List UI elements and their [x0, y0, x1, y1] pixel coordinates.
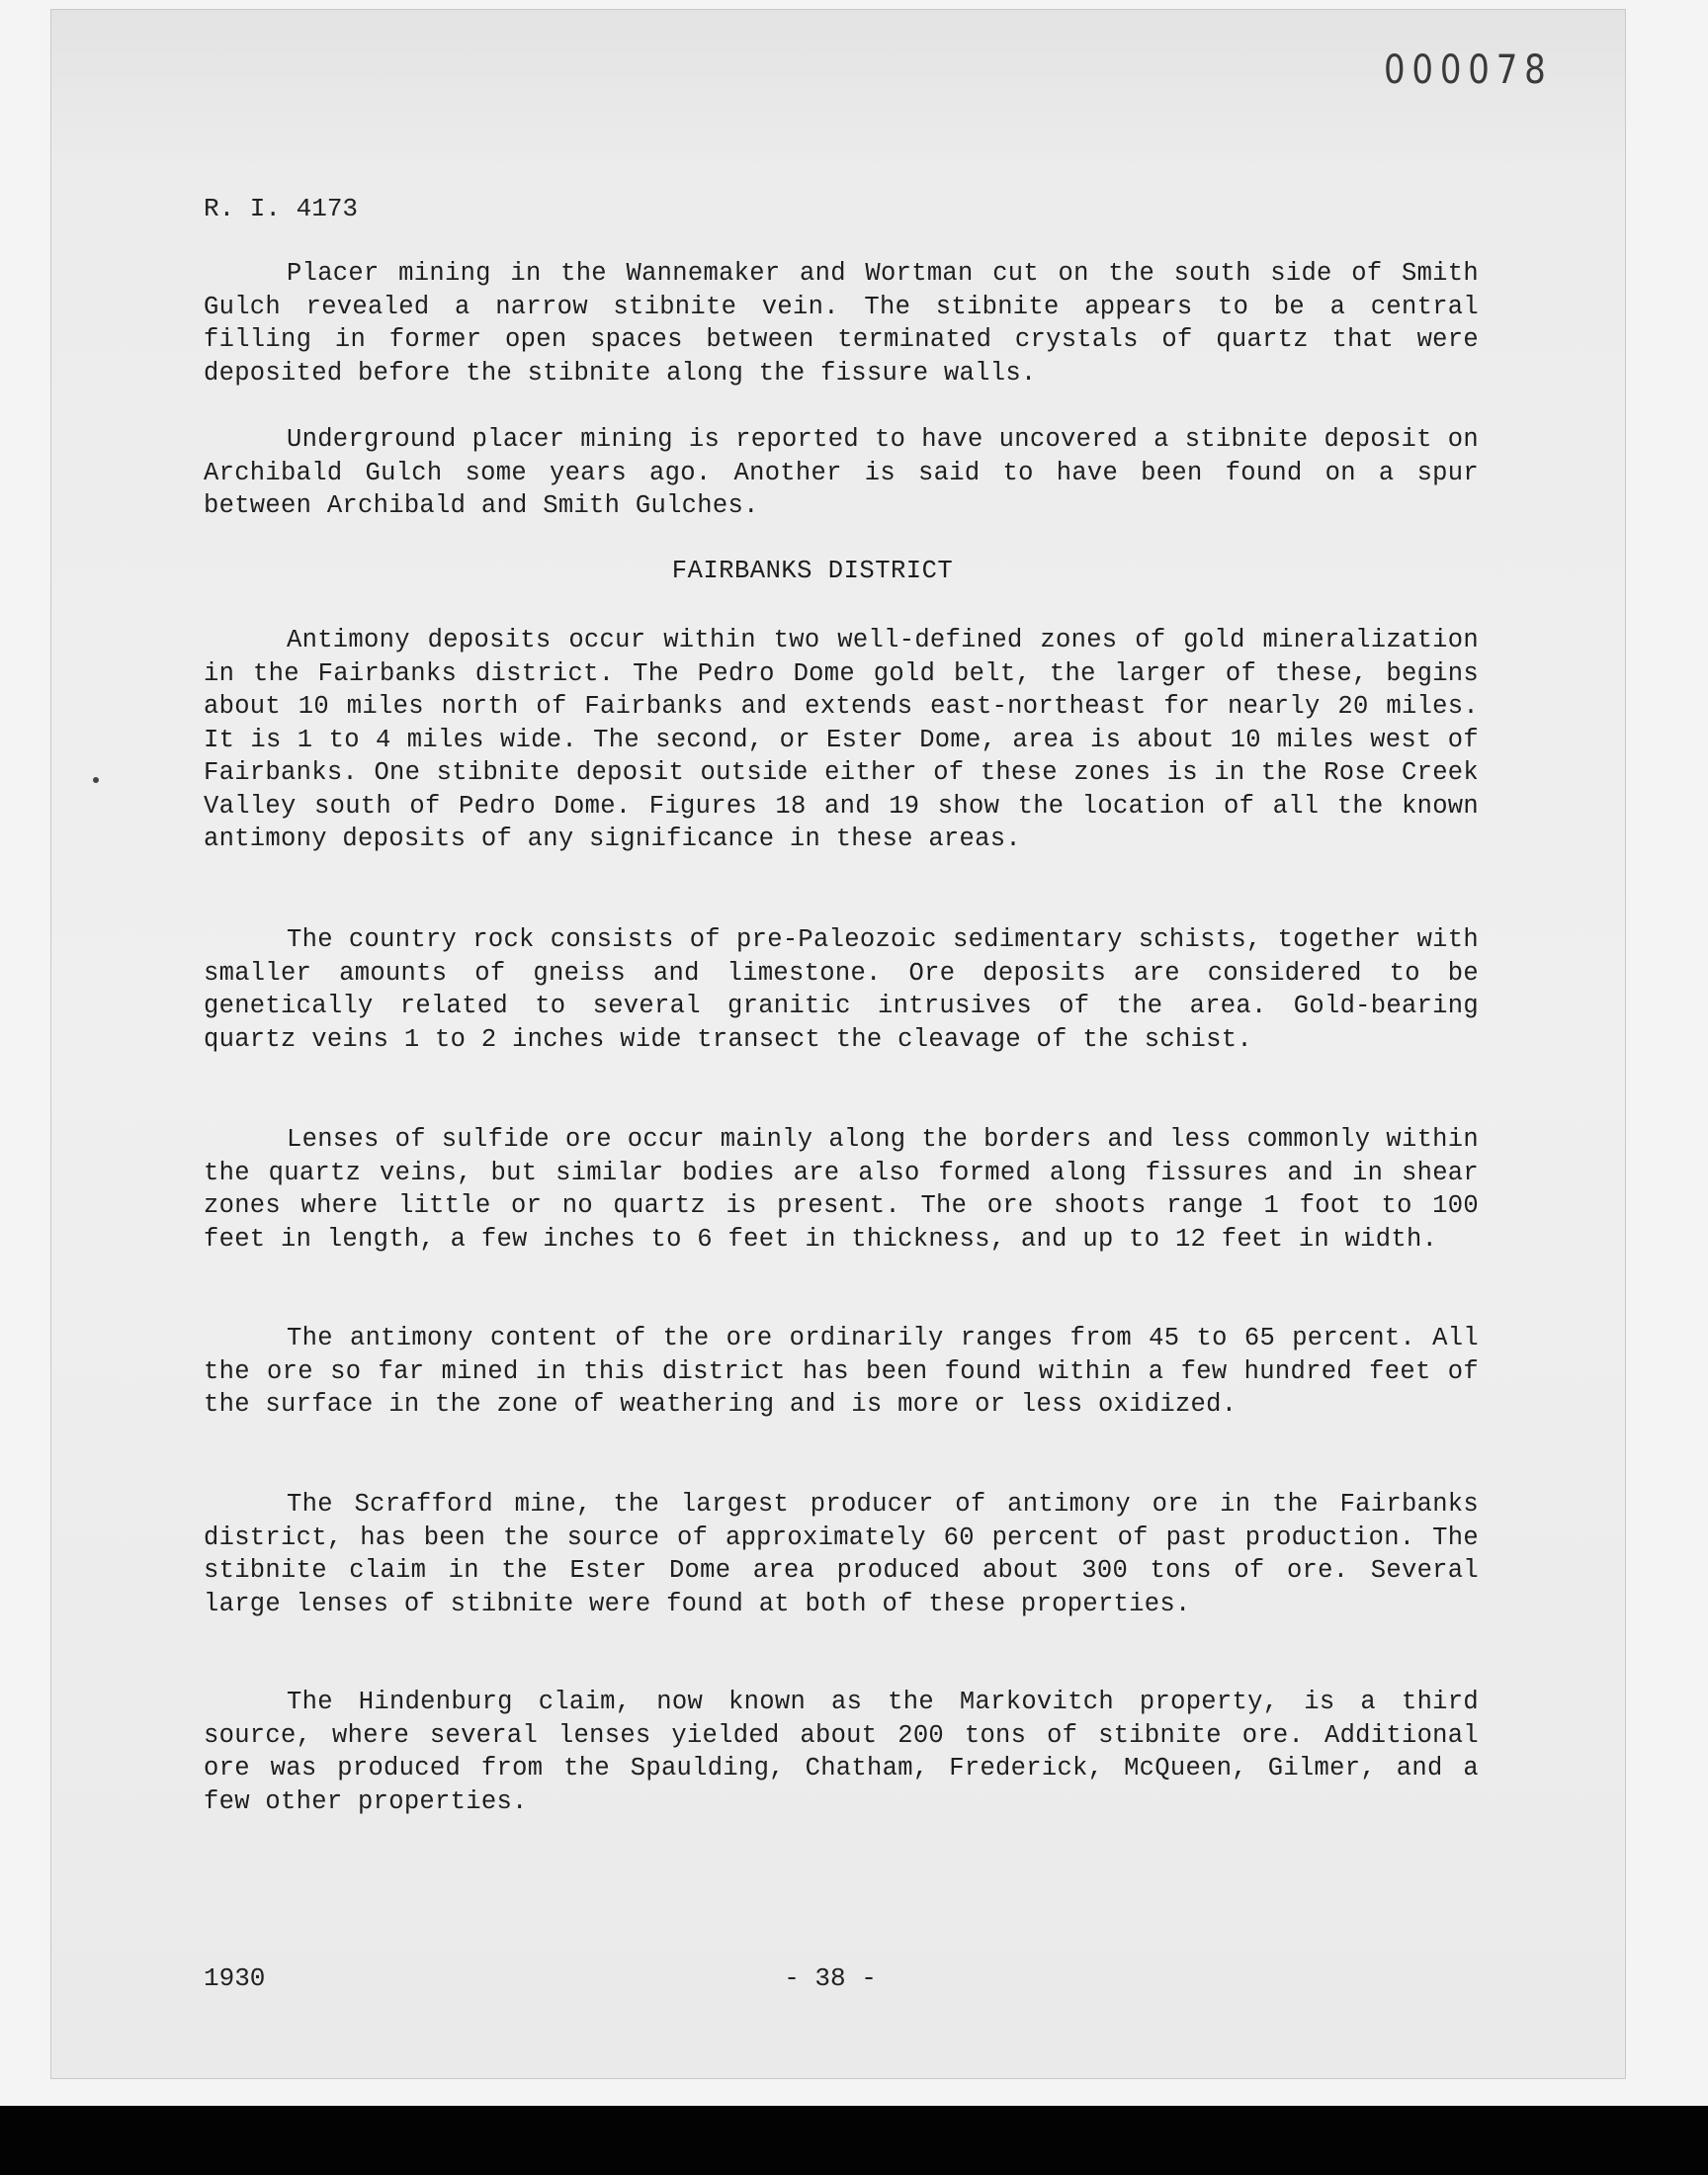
paragraph-scrafford-mine: The Scrafford mine, the largest producer of antimony ore in the Fairbanks district, has been the source of approximately 60 percent of past production. The stibnite claim in the Ester Dome area produced about 300 tons of ore. Several large lenses of stibnite were found at both of these properties.	[204, 1490, 1479, 1618]
paragraph-sulfide-lenses: Lenses of sulfide ore occur mainly along the borders and less commonly within the quartz veins, but similar bodies are also formed along fissures and in shear zones where little or no quartz is present. The ore shoots range 1 foot to 100 feet in length, a few inches to 6 feet in thickness, and up to 12 feet in width.	[204, 1125, 1479, 1254]
paragraph-underground-placer: Underground placer mining is reported to have uncovered a stibnite deposit on Archibald Gulch some years ago. Another is said to have been found on a spur between Archibald and Smith Gulches.	[204, 425, 1479, 520]
footer-year: 1930	[204, 1963, 266, 1993]
footer-page-number: - 38 -	[784, 1963, 877, 1993]
section-heading: FAIRBANKS DISTRICT	[671, 557, 954, 585]
paragraph-placer-mining: Placer mining in the Wannemaker and Wortman cut on the south side of Smith Gulch revealed a narrow stibnite vein. The stibnite appears to be a central filling in former open spaces between terminated crystals of quartz that were deposited before the stibnite along the fissure walls.	[204, 259, 1479, 388]
ink-speck	[93, 777, 99, 783]
scanner-bottom-band	[0, 2106, 1708, 2175]
paragraph-hindenburg-claim: The Hindenburg claim, now known as the Markovitch property, is a third source, where several lenses yielded about 200 tons of stibnite ore. Additional ore was produced from the Spaulding, Chatham, Frederick, McQueen, Gilmer, and a few other properties.	[204, 1688, 1479, 1816]
paragraph-antimony-content: The antimony content of the ore ordinarily ranges from 45 to 65 percent. All the ore so far mined in this district has been found within a few hundred feet of the surface in the zone of weathering and is more or less oxidized.	[204, 1324, 1479, 1419]
report-id: R. I. 4173	[204, 194, 359, 223]
paragraph-country-rock: The country rock consists of pre-Paleozoic sedimentary schists, together with smaller amounts of gneiss and limestone. Ore deposits are considered to be genetically related to several granitic intrusives of the area. Gold-bearing quartz veins 1 to 2 inches wide transect the cleavage of the schist.	[204, 925, 1479, 1054]
document-stamp-number: 000078	[1384, 47, 1553, 93]
paragraph-antimony-deposits: Antimony deposits occur within two well-defined zones of gold mineralization in the Fairbanks district. The Pedro Dome gold belt, the larger of these, begins about 10 miles north of Fairbanks and extends east-northeast for nearly 20 miles. It is 1 to 4 miles wide. The second, or Ester Dome, area is about 10 miles west of Fairbanks. One stibnite deposit outside either of these zones is in the Rose Creek Valley south of Pedro Dome. Figures 18 and 19 show the location of all the known antimony deposits of any significance in these areas.	[204, 626, 1479, 853]
